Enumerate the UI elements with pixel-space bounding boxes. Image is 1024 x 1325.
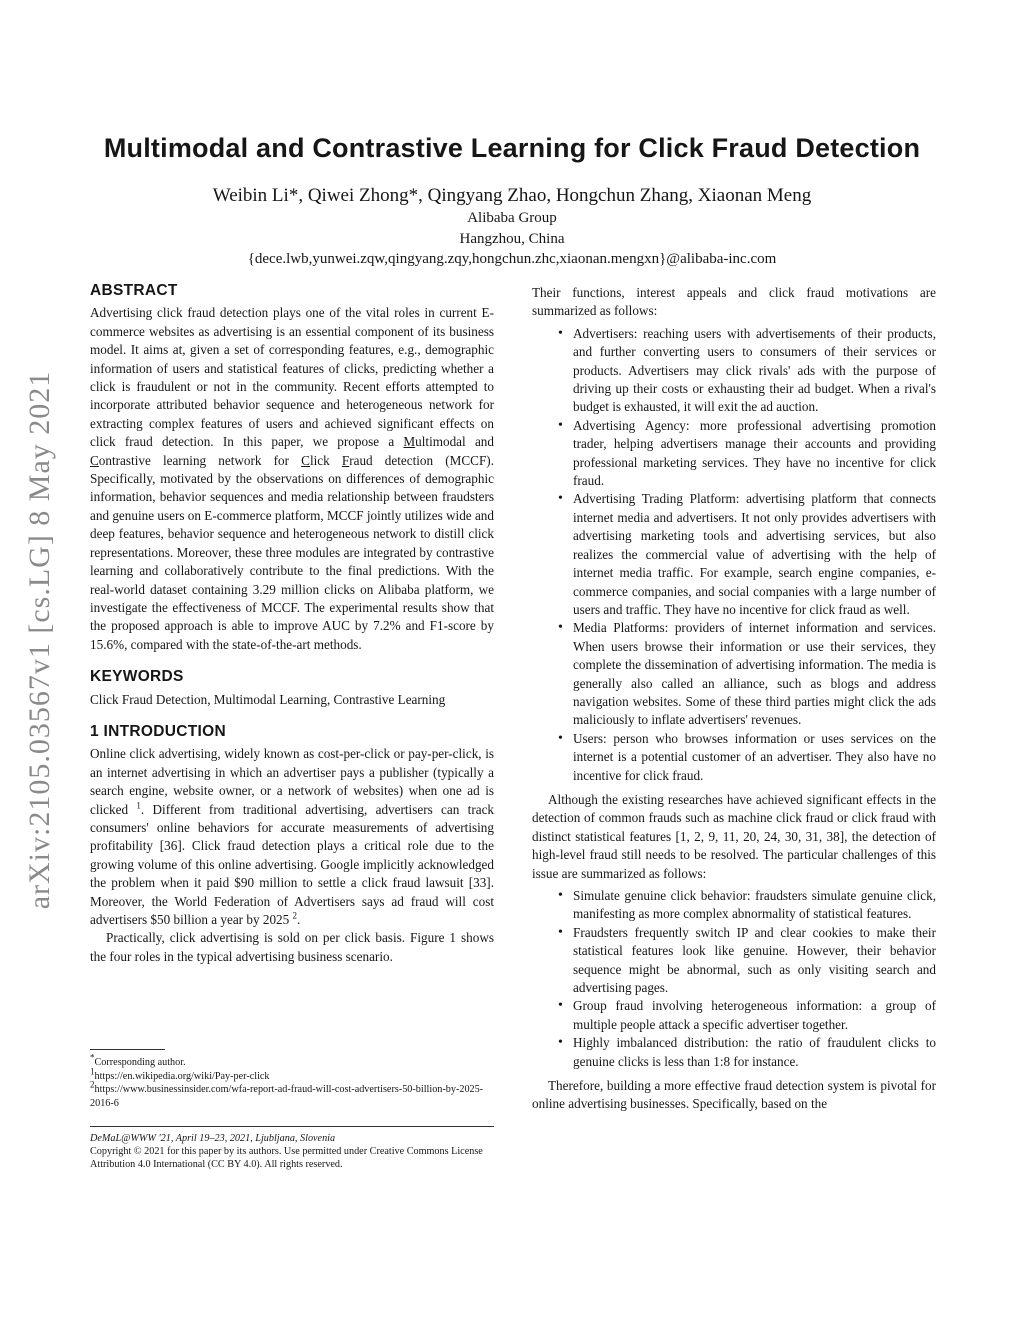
footnote-item: $^1$https://en.wikipedia.org/wiki/Pay-per-click <box>90 1066 270 1082</box>
roles-intro: Their functions, interest appeals and click fraud motivations are summarized as follows: <box>532 285 936 319</box>
author-list: Weibin Li*, Qiwei Zhong*, Qingyang Zhao, Hongchun Zhang, Xiaonan Meng <box>212 185 812 206</box>
abstract-text: Advertising click fraud detection plays one of the vital roles in current E-commerce websites as advertising is an essential component of its business model. It aims at, given a set of corresponding features, e.g., demographic information of users and statistical features of clicks, predicting whether a click is fraudulent or not in the community. Recent efforts attempted to incorporate attributed behavior sequence and heterogeneous network for extracting complex features of users and achieved significant effects on click fraud detection. In this paper, we propose a Multimodal and Contrastive learning network for Click Fraud detection (MCCF). Specifically, motivated by the observations on differences of demographic information, behavior sequences and media relationship between fraudsters and genuine users on E-commerce platform, MCCF jointly utilizes wide and deep features, behavior sequence and heterogeneous network to distill click representations. Moreover, these three modules are integrated by contrastive learning and collaboratively contribute to the final predictions. With the real-world dataset containing 3.29 million clicks on Alibaba platform, we investigate the effectiveness of MCCF. The experimental results show that the proposed approach is able to improve AUC by 7.2% and F1-score by 15.6%, compared with the state-of-the-art methods. <box>90 305 494 652</box>
list-item: • Group fraud involving heterogeneous information: a group of multiple people attack a specific advertiser together. <box>532 997 936 1034</box>
introduction-heading: 1 INTRODUCTION <box>90 722 226 740</box>
keywords-text: Click Fraud Detection, Multimodal Learning, Contrastive Learning <box>90 691 446 707</box>
list-item: • Advertising Agency: more professional advertising promotion trader, helping advertisers manage their accounts and providing professional marketing services. They have no incentive for click fraud. <box>532 417 936 491</box>
intro-paragraph-2: Practically, click advertising is sold on per click basis. Figure 1 shows the four roles in the typical advertising business scenario. <box>90 930 494 964</box>
arxiv-stamp: arXiv:2105.03567v1 [cs.LG] 8 May 2021 <box>23 370 56 910</box>
list-item: • Users: person who browses information or uses services on the internet is a potential customer of an advertiser. They also have no incentive for click fraud. <box>532 730 936 785</box>
footnote-item: *Corresponding author. <box>90 1052 186 1068</box>
intro-paragraph-1: Online click advertising, widely known as cost-per-click or pay-per-click, is an internet advertising in which an advertiser pays a publisher (typically a search engine, website owner, or a network of websites) when one ad is clicked $^1$. Different from traditional advertising, advertisers can track consumers' online behaviors for accurate measurements of advertising profitability [36]. Click fraud detection plays a critical role due to the growing volume of this online advertising. Google implicitly acknowledged the problem when it paid $90 million to settle a click fraud lawsuit [33]. Moreover, the World Federation of Advertisers says ad fraud will cost advertisers $50 billion a year by 2025 $^2$. <box>90 746 495 927</box>
footnotes <box>90 1049 494 1110</box>
conference-venue: DeMaL@WWW '21, April 19–23, 2021, Ljubljana, Slovenia <box>90 1133 336 1144</box>
footnote-item: $^2$https://www.businessinsider.com/wfa-report-ad-fraud-will-cost-advertisers-50-billion-by-2025-2016-6 <box>90 1079 484 1109</box>
keywords-heading: KEYWORDS <box>90 668 184 686</box>
affiliation-org: Alibaba Group <box>467 210 557 226</box>
roles-list <box>532 325 936 785</box>
conference-rule <box>90 1126 494 1127</box>
challenges-list <box>532 887 936 1071</box>
list-item: • Advertising Trading Platform: advertising platform that connects internet media and advertisers. It not only provides advertisers with advertising marketing tools and advertising services, but also realizes the commercial value of advertising with the help of internet media traffic. For example, search engine companies, e-commerce companies, and social companies with a large number of users and traffic. They have no incentive for click fraud as well. <box>532 490 936 619</box>
footnote-rule <box>90 1049 165 1050</box>
closing-paragraph: Therefore, building a more effective fraud detection system is pivotal for online advertising businesses. Specifically, based on the <box>532 1078 936 1112</box>
copyright-notice: Copyright © 2021 for this paper by its authors. Use permitted under Creative Commons License Attribution 4.0 International (CC BY 4.0). All rights reserved. <box>90 1146 483 1170</box>
paper-title: Multimodal and Contrastive Learning for Click Fraud Detection <box>103 133 921 163</box>
affiliation-emails: {dece.lwb,yunwei.zqw,qingyang.zqy,hongchun.zhc,xiaonan.mengxn}@alibaba-inc.com <box>247 251 777 267</box>
list-item: • Media Platforms: providers of internet information and services. When users browse their information or use their services, they complete the dissemination of advertising information. The media is generally also called an alliance, such as blogs and address navigation websites. Some of these third parties might click the ads maliciously to inflate advertisers' revenues. <box>532 619 936 729</box>
right-column <box>532 284 936 1114</box>
list-item: • Simulate genuine click behavior: fraudsters simulate genuine click, manifesting as more complex abnormality of statistical features. <box>532 887 936 924</box>
challenges-intro: Although the existing researches have achieved significant effects in the detection of common frauds such as machine click fraud or click fraud with distinct statistical features [1, 2, 9, 11, 20, 24, 30, 31, 38], the detection of high-level fraud still needs to be resolved. The particular challenges of this issue are summarized as follows: <box>532 791 936 881</box>
conference-info <box>90 1126 494 1171</box>
list-item: • Fraudsters frequently switch IP and clear cookies to make their statistical features look like genuine. However, their behavior sequence might be abnormal, such as only visiting search and advertising pages. <box>532 924 936 998</box>
left-column <box>90 282 494 966</box>
list-item: • Advertisers: reaching users with advertisements of their products, and further converting users to consumers of their services or products. Advertisers may click rivals' ads with the purpose of driving up their costs or exhausting their ad budget. When a rival's budget is exhausted, it will exit the ad auction. <box>532 325 936 417</box>
abstract-heading: ABSTRACT <box>90 282 178 299</box>
list-item: • Highly imbalanced distribution: the ratio of fraudulent clicks to genuine clicks is less than 1:8 for instance. <box>532 1034 936 1071</box>
affiliation-city: Hangzhou, China <box>459 231 565 247</box>
